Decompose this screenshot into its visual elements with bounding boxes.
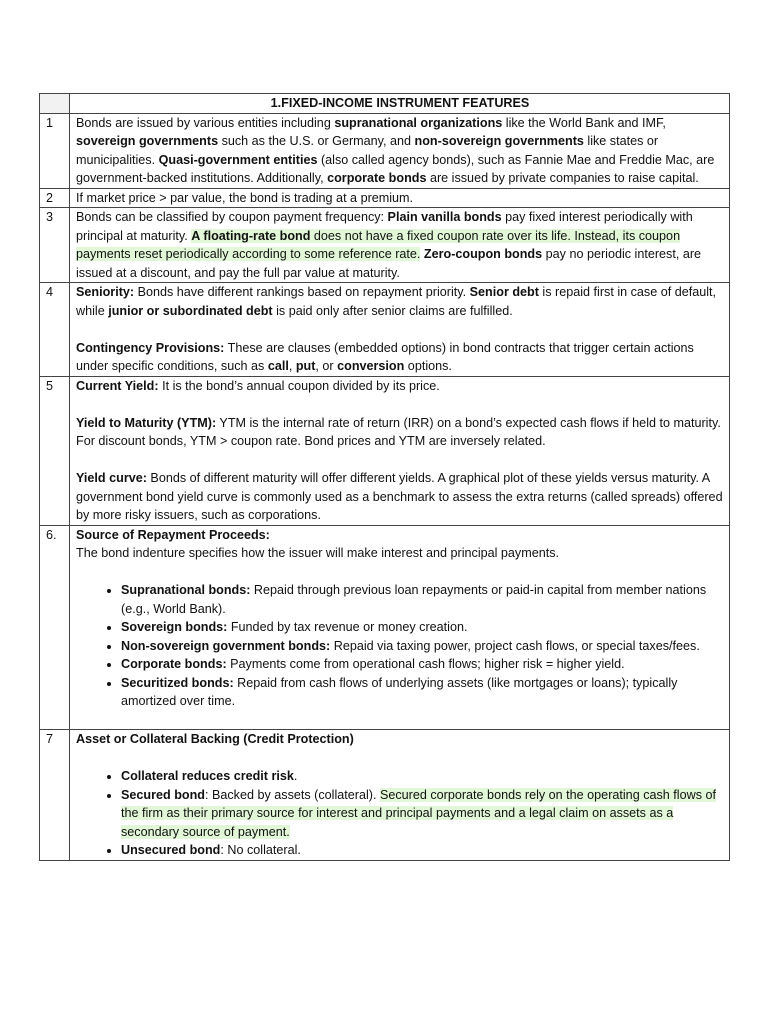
- row-content: [70, 376, 730, 525]
- list-item: • Securitized bonds: Repaid from cash flows of underlying assets (like mortgages or loans); typically amortized over time.: [121, 674, 724, 711]
- paragraph-current-yield: Current Yield: It is the bond’s annual coupon divided by its price.: [76, 378, 440, 393]
- row-content: [70, 730, 730, 861]
- table-row: [40, 525, 730, 730]
- intro-text: The bond indenture specifies how the issuer will make interest and principal payments.: [76, 546, 560, 560]
- list-item: • Collateral reduces credit risk.: [121, 767, 724, 786]
- row-number: 3: [40, 208, 70, 283]
- row-content: [70, 208, 730, 283]
- paragraph-ytm: Yield to Maturity (YTM): YTM is the internal rate of return (IRR) on a bond’s expected cash flows if held to maturity. For discount bonds, YTM > coupon rate. Bond prices and YTM are inversely related.: [76, 415, 721, 448]
- table-row: [40, 113, 730, 188]
- row-number: 5: [40, 376, 70, 525]
- paragraph: If market price > par value, the bond is trading at a premium.: [76, 190, 414, 205]
- list-item: • Secured bond: Backed by assets (collateral). Secured corporate bonds rely on the operating cash flows of the firm as their primary source for interest and principal payments and a legal claim on assets as a secondary source of payment.: [121, 786, 724, 842]
- highlighted-text: A floating-rate bond does not have a fixed coupon rate over its life. Instead, its coupon payments reset periodically according to some reference rate.: [76, 228, 681, 261]
- section-heading: Asset or Collateral Backing (Credit Protection): [76, 732, 354, 746]
- table-row: [40, 283, 730, 377]
- features-table: [39, 93, 730, 861]
- row-content: [70, 188, 730, 208]
- paragraph-contingency: Contingency Provisions: These are clauses (embedded options) in bond contracts that trigger certain actions under specific conditions, such as call, put, or conversion options.: [76, 340, 694, 373]
- list-item: • Non-sovereign government bonds: Repaid via taxing power, project cash flows, or special taxes/fees.: [121, 637, 724, 656]
- bullet-list: [76, 581, 724, 711]
- table-title: 1.FIXED-INCOME INSTRUMENT FEATURES: [70, 94, 730, 114]
- row-number: 1: [40, 113, 70, 188]
- table-row: [40, 208, 730, 283]
- list-item: • Corporate bonds: Payments come from operational cash flows; higher risk = higher yield.: [121, 655, 724, 674]
- list-item: • Unsecured bond: No collateral.: [121, 841, 724, 860]
- paragraph-seniority: Seniority: Bonds have different rankings based on repayment priority. Senior debt is repaid first in case of default, while junior or subordinated debt is paid only after senior claims are fulfilled.: [76, 285, 717, 318]
- row-number: 4: [40, 283, 70, 377]
- row-number: 2: [40, 188, 70, 208]
- table-header-row: [40, 94, 730, 114]
- list-item: • Supranational bonds: Repaid through previous loan repayments or paid-in capital from member nations (e.g., World Bank).: [121, 581, 724, 618]
- table-row: [40, 730, 730, 861]
- row-content: [70, 283, 730, 377]
- paragraph: Bonds can be classified by coupon payment frequency: Plain vanilla bonds pay fixed interest periodically with principal at maturity. A floating-rate bond does not have a fixed coupon rate over its life. Instead, its coupon payments reset periodically according to some reference rate. Zero-coupon bonds pay no periodic interest, are issued at a discount, and pay the full par value at maturity.: [76, 210, 702, 280]
- bullet-list: [76, 767, 724, 860]
- list-item: • Sovereign bonds: Funded by tax revenue or money creation.: [121, 618, 724, 637]
- row-number: 6.: [40, 525, 70, 730]
- row-number: 7: [40, 730, 70, 861]
- paragraph-yield-curve: Yield curve: Bonds of different maturity will offer different yields. A graphical plot of these yields versus maturity. A government bond yield curve is commonly used as a benchmark to assess the extra returns (called spreads) offered by more risky issuers, such as corporations.: [76, 471, 723, 522]
- highlighted-text: Secured corporate bonds rely on the operating cash flows of the firm as their primary source for interest and principal payments and a legal claim on assets as a secondary source of payment.: [121, 787, 716, 839]
- section-heading: Source of Repayment Proceeds:: [76, 527, 270, 542]
- paragraph: Bonds are issued by various entities including supranational organizations like the World Bank and IMF, sovereign governments such as the U.S. or Germany, and non-sovereign governments like states or municipalities. Quasi-government entities (also called agency bonds), such as Fannie Mae and Freddie Mac, are government-backed institutions. Additionally, corporate bonds are issued by private companies to raise capital.: [76, 115, 715, 185]
- row-content: [70, 525, 730, 730]
- row-content: [70, 113, 730, 188]
- header-number-cell: [40, 94, 70, 114]
- table-row: [40, 376, 730, 525]
- table-row: [40, 188, 730, 208]
